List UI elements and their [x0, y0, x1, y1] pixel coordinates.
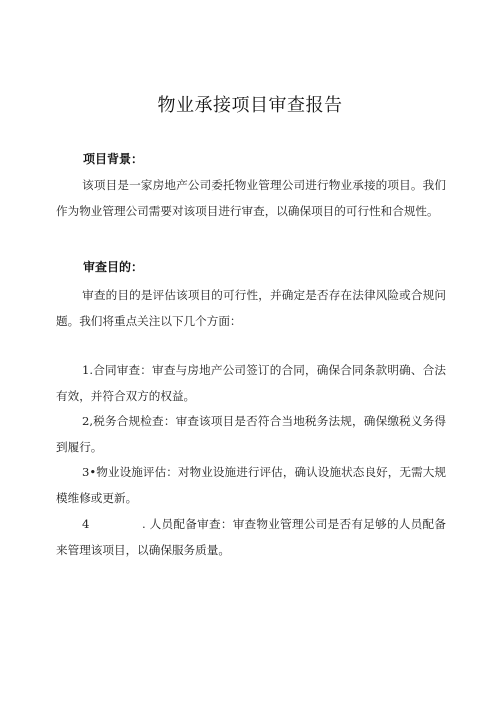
list-item [56, 511, 446, 563]
list-item [56, 408, 446, 460]
background-paragraph [56, 172, 446, 224]
list-item-number: 3• [82, 465, 97, 479]
list-item-text: . 人员配备审查：审查物业管理公司是否有足够的人员配备来管理该项目，以确保服务质量。 [56, 517, 446, 557]
list-item-number: 1. [82, 363, 94, 377]
list-item-text: 合同审查：审查与房地产公司签订的合同，确保合同条款明确、合法有效，并符合双方的权益。 [56, 363, 446, 403]
list-item-text: 物业设施评估：对物业设施进行评估，确认设施状态良好，无需大规模维修或更新。 [56, 465, 446, 505]
list-item [56, 459, 446, 511]
background-heading: 项目背景： [83, 152, 144, 166]
purpose-paragraph [56, 282, 446, 334]
purpose-heading: 审查目的： [83, 260, 144, 274]
list-item-number: 4 [82, 517, 90, 531]
list-item-text: 税务合规检查：审查该项目是否符合当地税务法规，确保缴税义务得到履行。 [56, 414, 446, 454]
list-item-number: 2, [82, 414, 94, 428]
list-item [56, 357, 446, 409]
purpose-text: 审查的目的是评估该项目的可行性，并确定是否存在法律风险或合规问题。我们将重点关注以下几个方面： [56, 288, 446, 328]
document-title: 物业承接项目审查报告 [157, 95, 343, 116]
background-text: 该项目是一家房地产公司委托物业管理公司进行物业承接的项目。我们作为物业管理公司需要对该项目进行审查，以确保项目的可行性和合规性。 [56, 178, 446, 218]
